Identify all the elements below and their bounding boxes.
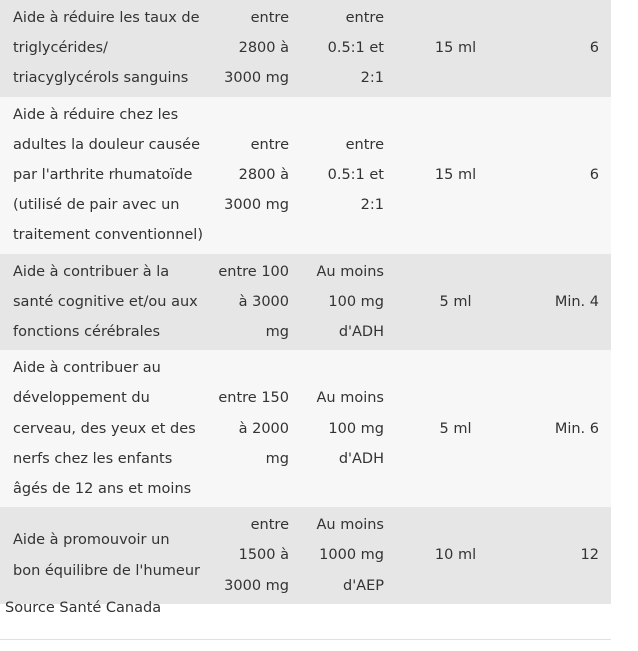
cell-usage-line: Aide à contribuer au [13, 360, 161, 377]
cell-ratio-line: 0.5:1 et [327, 167, 384, 184]
cell-ratio [300, 507, 392, 604]
source-note: Source Santé Canada [5, 600, 162, 616]
table-row [0, 507, 611, 604]
cell-usage-line: traitement conventionnel) [13, 227, 203, 244]
cell-ratio-line: d'ADH [338, 450, 384, 467]
cell-ratio-line: d'AEP [342, 577, 384, 594]
table-row [0, 254, 611, 351]
cell-dose-line: mg [265, 324, 289, 341]
cell-usage-line: triglycérides/ [13, 40, 108, 57]
cell-days [519, 350, 611, 507]
cell-dose [205, 350, 300, 507]
cell-usage-line: Aide à réduire chez les [13, 106, 179, 123]
cell-days-value: 6 [589, 40, 599, 57]
cell-volume [392, 350, 519, 507]
cell-dose-line: 3000 mg [224, 70, 289, 87]
cell-ratio-line: 2:1 [360, 197, 384, 214]
cell-days-value: 6 [589, 167, 599, 184]
cell-dose-line: 3000 mg [224, 197, 289, 214]
cell-ratio-line: 100 mg [328, 293, 384, 310]
cell-usage-line: Aide à contribuer à la [13, 263, 170, 280]
cell-dose [205, 507, 300, 604]
cell-dose-line: 3000 mg [224, 577, 289, 594]
cell-usage-line: bon équilibre de l'humeur [13, 562, 200, 579]
cell-ratio-line: Au moins [316, 390, 384, 407]
cell-dose [205, 254, 300, 351]
cell-usage-line: âgés de 12 ans et moins [13, 481, 192, 498]
cell-volume [392, 0, 519, 97]
cell-ratio [300, 97, 392, 254]
cell-usage-line: triacyglycérols sanguins [13, 70, 189, 87]
cell-ratio-line: 0.5:1 et [327, 40, 384, 57]
cell-usage-line: Aide à réduire les taux de [13, 10, 200, 26]
cell-volume-value: 10 ml [434, 547, 477, 564]
cell-days [519, 97, 611, 254]
cell-dose-line: entre [250, 136, 289, 153]
footer-divider [0, 639, 611, 640]
cell-usage-line: Aide à promouvoir un [13, 532, 170, 549]
cell-ratio-line: entre [345, 10, 384, 26]
cell-usage [0, 350, 205, 507]
cell-ratio-line: 100 mg [328, 420, 384, 437]
cell-days [519, 0, 611, 97]
table-row [0, 97, 611, 254]
cell-volume [392, 507, 519, 604]
cell-usage-line: cerveau, des yeux et des [13, 420, 196, 437]
cell-volume-value: 5 ml [439, 293, 472, 310]
cell-days-value: Min. 6 [554, 420, 599, 437]
cell-usage [0, 254, 205, 351]
cell-dose-line: à 3000 [238, 293, 289, 310]
cell-ratio-line: entre [345, 136, 384, 153]
cell-days-value: Min. 4 [554, 293, 599, 310]
cell-ratio-line: Au moins [316, 263, 384, 280]
cell-usage-line: par l'arthrite rhumatoïde [13, 167, 193, 184]
cell-ratio [300, 0, 392, 97]
cell-dose-line: entre [250, 517, 289, 534]
cell-dose-line: 2800 à [238, 40, 289, 57]
cell-dose-line: mg [265, 450, 289, 467]
cell-usage [0, 0, 205, 97]
cell-usage-line: (utilisé de pair avec un [13, 197, 180, 214]
cell-dose-line: entre 150 [218, 390, 289, 407]
cell-usage [0, 507, 205, 604]
cell-dose-line: entre [250, 10, 289, 26]
cell-usage-line: nerfs chez les enfants [13, 450, 173, 467]
cell-usage-line: santé cognitive et/ou aux [13, 293, 198, 310]
cell-ratio-line: Au moins [316, 517, 384, 534]
cell-volume [392, 254, 519, 351]
table-row [0, 0, 611, 97]
cell-dose-line: 1500 à [238, 547, 289, 564]
cell-dose-line: entre 100 [218, 263, 289, 280]
cell-usage-line: développement du [13, 390, 150, 407]
cell-volume [392, 97, 519, 254]
cell-dose [205, 0, 300, 97]
cell-usage [0, 97, 205, 254]
cell-ratio-line: 1000 mg [319, 547, 384, 564]
cell-ratio [300, 350, 392, 507]
cell-ratio-line: d'ADH [338, 324, 384, 341]
cell-ratio [300, 254, 392, 351]
cell-usage-line: fonctions cérébrales [13, 324, 161, 341]
cell-days [519, 254, 611, 351]
cell-ratio-line: 2:1 [360, 70, 384, 87]
cell-dose-line: à 2000 [238, 420, 289, 437]
cell-usage-line: adultes la douleur causée [13, 136, 201, 153]
cell-days [519, 507, 611, 604]
table-row [0, 350, 611, 507]
cell-dose [205, 97, 300, 254]
cell-volume-value: 15 ml [434, 167, 477, 184]
cell-days-value: 12 [580, 547, 599, 564]
cell-volume-value: 5 ml [439, 420, 472, 437]
cell-dose-line: 2800 à [238, 167, 289, 184]
cell-volume-value: 15 ml [434, 40, 477, 57]
